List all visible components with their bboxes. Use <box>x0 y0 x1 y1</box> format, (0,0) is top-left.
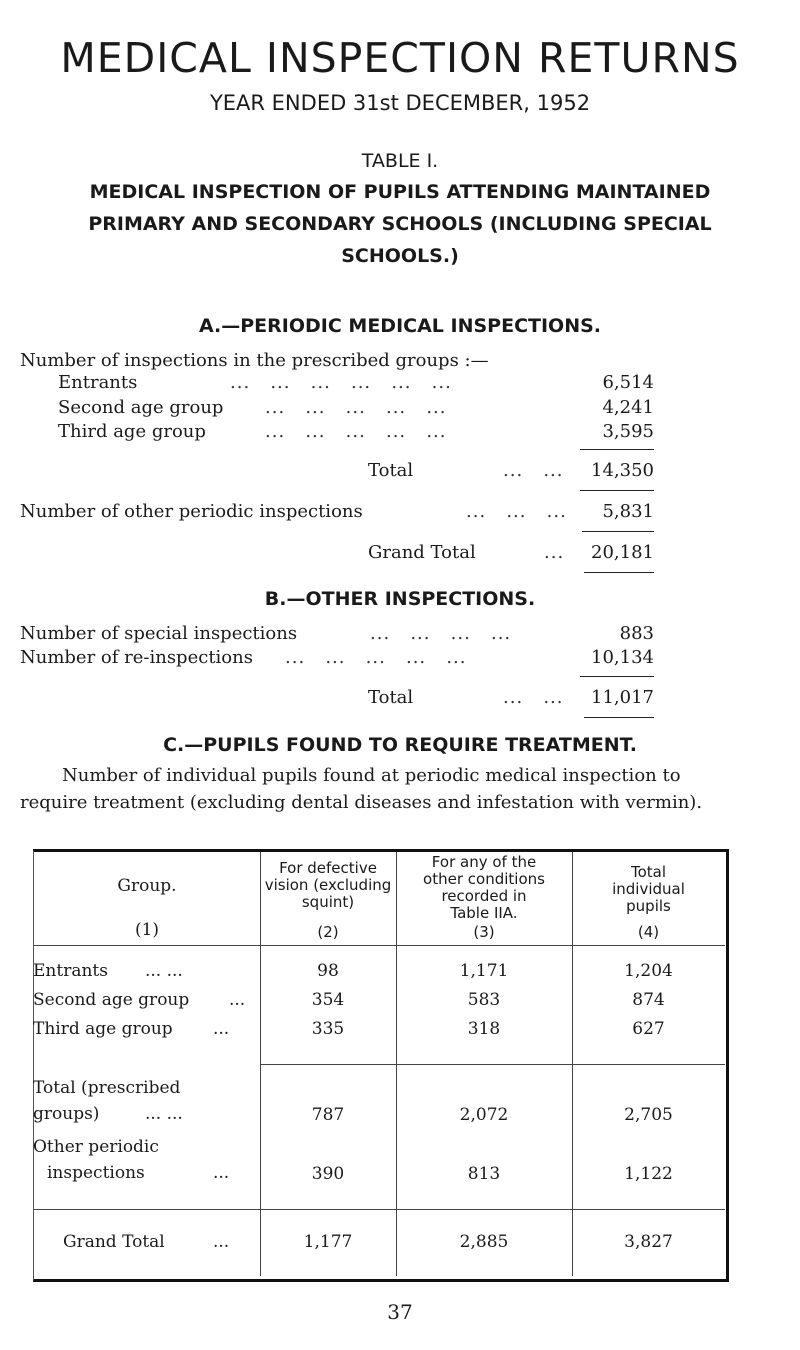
row-label: Number of re-inspections <box>20 647 253 668</box>
header-group-num: (1) <box>134 920 160 940</box>
cell-vision: 390 <box>311 1164 345 1184</box>
sum-rule <box>584 572 654 573</box>
cell-other-conditions: 2,885 <box>459 1232 509 1252</box>
leader-dots: ... <box>544 542 565 563</box>
header-total-pupils <box>572 864 725 915</box>
cell-other-conditions: 583 <box>467 990 501 1010</box>
row-leader-dots: ... <box>229 990 246 1010</box>
header-line: For any of the <box>431 853 537 871</box>
row-label: Number of other periodic inspections <box>20 501 363 522</box>
row-entrants <box>58 372 654 396</box>
cell-vision: 335 <box>311 1019 345 1039</box>
leader-dots: ... ... ... ... ... <box>285 647 467 668</box>
header-line: vision (excluding <box>264 876 392 894</box>
row-value: 4,241 <box>602 397 654 418</box>
page-number: 37 <box>387 1300 413 1324</box>
row-group-label: Total (prescribed <box>33 1078 181 1098</box>
cell-total-pupils: 1,122 <box>624 1164 673 1184</box>
page-title: MEDICAL INSPECTION RETURNS <box>60 34 740 82</box>
row-group-label: Second age group <box>33 990 190 1010</box>
cell-total-pupils: 1,204 <box>624 961 673 981</box>
section-a-heading: A.—PERIODIC MEDICAL INSPECTIONS. <box>198 315 601 337</box>
row-group-label-cont: inspections <box>47 1163 145 1183</box>
cell-total-pupils: 2,705 <box>624 1105 673 1125</box>
header-rule <box>34 945 725 946</box>
row-other-periodic <box>20 501 654 525</box>
row-second-age <box>58 397 654 421</box>
row-group-label: Other periodic <box>33 1137 159 1157</box>
cell-other-conditions: 1,171 <box>459 961 509 981</box>
row-total-b <box>58 687 654 711</box>
cell-total-pupils: 627 <box>632 1019 665 1039</box>
cell-other-conditions: 813 <box>467 1164 501 1184</box>
row-group-label: Entrants <box>33 961 108 981</box>
leader-dots: ... ... ... <box>466 501 567 522</box>
row-leader-dots: ... <box>213 1019 230 1039</box>
row-leader-dots: ... ... <box>145 961 183 981</box>
row-re-inspections <box>20 647 654 671</box>
header-defective-vision <box>260 860 396 911</box>
header-other-conditions <box>396 854 572 922</box>
grand-total-label: Grand Total <box>368 542 476 563</box>
leader-dots: ... ... <box>503 687 564 708</box>
treatment-table <box>33 849 732 1283</box>
sum-rule <box>582 531 654 532</box>
row-label: Number of special inspections <box>20 623 298 644</box>
cell-other-conditions: 318 <box>467 1019 501 1039</box>
row-label: Third age group <box>58 421 206 442</box>
leader-dots: ... ... ... ... <box>370 623 512 644</box>
row-total-a <box>58 460 654 484</box>
total-label: Total <box>368 460 414 481</box>
leader-dots: ... ... ... ... ... <box>265 397 447 418</box>
cell-other-conditions: 2,072 <box>459 1105 509 1125</box>
cell-vision: 354 <box>311 990 345 1010</box>
header-line: recorded in <box>441 887 527 905</box>
header-defective-vision-num: (2) <box>317 923 339 941</box>
sum-rule <box>584 717 654 718</box>
section-c-heading: C.—PUPILS FOUND TO REQUIRE TREATMENT. <box>163 734 637 756</box>
row-leader-dots: ... <box>213 1163 230 1183</box>
total-label: Total <box>368 687 414 708</box>
header-line: Table IIA. <box>450 904 518 922</box>
row-group-label: Third age group <box>33 1019 173 1039</box>
row-group-label: Grand Total <box>63 1232 165 1252</box>
grand-total-value: 20,181 <box>591 542 654 563</box>
page-subtitle: YEAR ENDED 31st DECEMBER, 1952 <box>209 91 591 115</box>
row-grand-total-a <box>58 542 654 566</box>
leader-dots: ... ... ... ... ... ... <box>230 372 452 393</box>
header-group: Group. <box>117 876 177 896</box>
header-other-conditions-num: (3) <box>473 923 495 941</box>
sum-rule <box>580 490 654 491</box>
row-leader-dots: ... <box>213 1232 230 1252</box>
header-line: pupils <box>626 897 671 915</box>
leader-dots: ... ... <box>503 460 564 481</box>
header-line: individual <box>612 880 685 898</box>
row-label: Entrants <box>58 372 138 393</box>
row-value: 6,514 <box>602 372 654 393</box>
cell-vision: 98 <box>317 961 339 981</box>
header-line: other conditions <box>423 870 545 888</box>
section-c-para-line-2: require treatment (excluding dental diseases and infestation with vermin). <box>20 792 703 813</box>
row-value: 883 <box>619 623 654 644</box>
section-b-heading: B.—OTHER INSPECTIONS. <box>264 588 536 610</box>
section-a-intro: Number of inspections in the prescribed groups :— <box>20 350 489 371</box>
sum-rule <box>580 449 654 450</box>
row-value: 10,134 <box>591 647 654 668</box>
row-third-age <box>58 421 654 445</box>
total-value: 14,350 <box>591 460 654 481</box>
section-c-para-line-1: Number of individual pupils found at periodic medical inspection to <box>62 765 681 786</box>
heading-line-1: MEDICAL INSPECTION OF PUPILS ATTENDING MAINTAINED <box>89 181 711 203</box>
cell-total-pupils: 874 <box>632 990 665 1010</box>
header-line: For defective <box>279 859 377 877</box>
row-special-inspections <box>20 623 654 647</box>
grand-total-rule <box>34 1209 725 1210</box>
row-value: 5,831 <box>602 501 654 522</box>
cell-vision: 787 <box>311 1105 345 1125</box>
total-value: 11,017 <box>591 687 654 708</box>
header-total-pupils-num: (4) <box>637 923 660 941</box>
table-label: TABLE I. <box>361 150 439 172</box>
leader-dots: ... ... ... ... ... <box>265 421 447 442</box>
row-label: Second age group <box>58 397 224 418</box>
row-leader-dots: ... ... <box>145 1104 183 1124</box>
cell-total-pupils: 3,827 <box>624 1232 673 1252</box>
row-value: 3,595 <box>602 421 654 442</box>
heading-line-2: PRIMARY AND SECONDARY SCHOOLS (INCLUDING SPECIAL <box>88 213 712 235</box>
header-line: Total <box>630 863 667 881</box>
subtotal-rule <box>261 1064 725 1065</box>
row-group-label-cont: groups) <box>33 1104 100 1124</box>
sum-rule <box>580 676 654 677</box>
cell-vision: 1,177 <box>303 1232 353 1252</box>
header-line: squint) <box>301 893 355 911</box>
heading-line-3: SCHOOLS.) <box>341 245 459 267</box>
